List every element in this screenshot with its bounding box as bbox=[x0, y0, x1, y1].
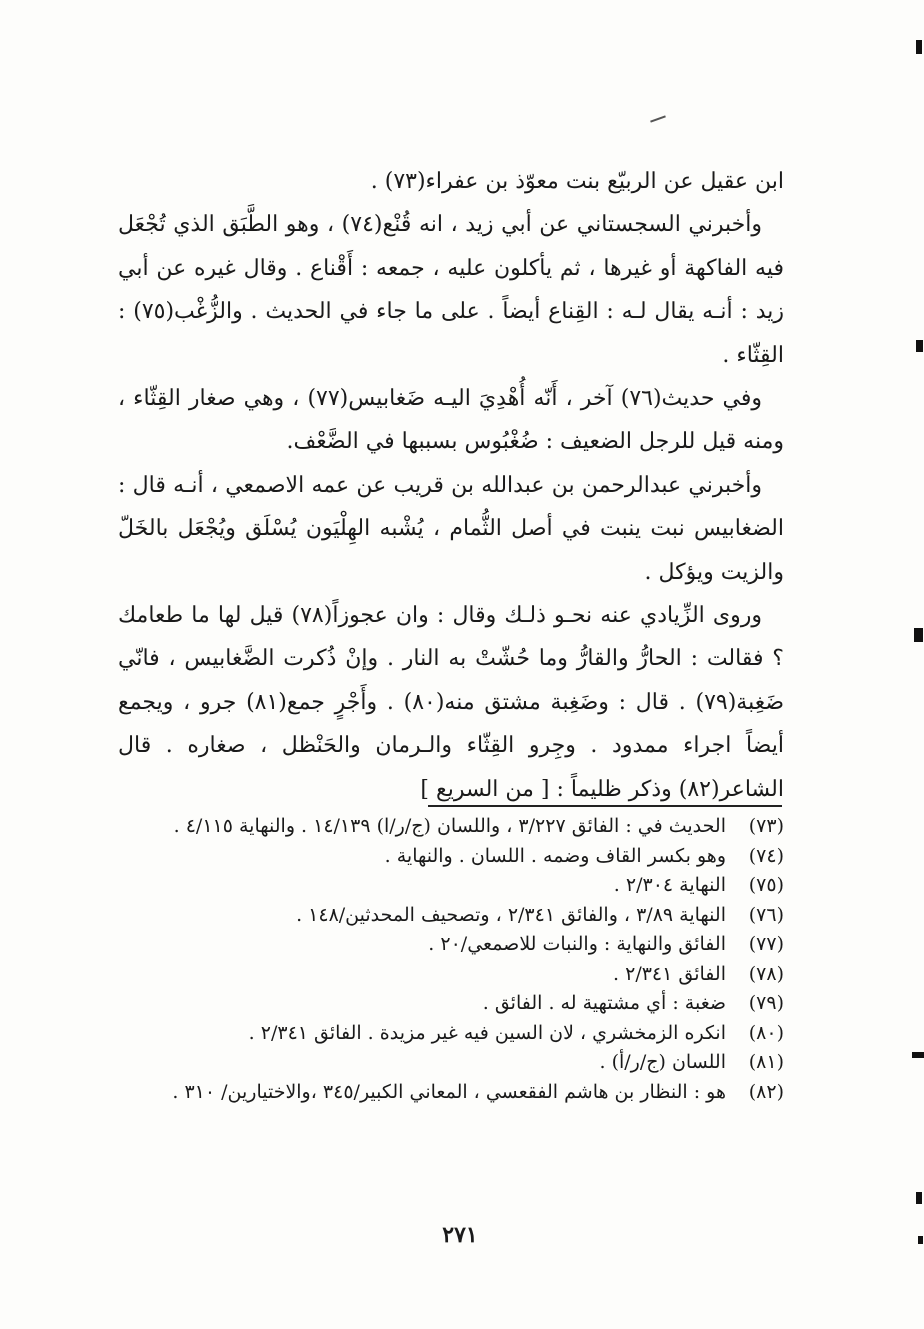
footnote-separator bbox=[428, 805, 782, 807]
footnote-number: (٨١) bbox=[748, 1051, 784, 1073]
footnote-text: الفائق والنهاية : والنبات للاصمعي/٢٠ . bbox=[428, 933, 726, 955]
footnote-item bbox=[118, 842, 784, 872]
main-text bbox=[118, 160, 784, 811]
scan-edge-mark bbox=[914, 628, 923, 642]
footnotes-list bbox=[118, 812, 784, 1107]
footnote-text: ضغبة : أي مشتهية له . الفائق . bbox=[482, 992, 726, 1014]
paragraph: وروى الزِّيادي عنه نحـو ذلـك وقال : وان عجوزاً(٧٨) قيل لها ما طعامك ؟ فقالت : الحارُّ والقارُّ وما حُشّتْ به النار . وإنْ ذُكرت الضَّغابيس ، فانّي ضَغِبة(٧٩) . قال : وضَغِبة مشتق منه(٨٠) . وأَجْرٍ جمع(٨١) جرو ، ويجمع أيضاً اجراء ممدود . وجِرو القِثّاء والـرمان والحَنْظل ، صغاره . قال الشاعر(٨٢) وذكر ظليماً : [ من السريع ] bbox=[118, 603, 785, 802]
footnote-number: (٧٤) bbox=[748, 844, 784, 867]
scan-edge-mark bbox=[916, 1192, 922, 1204]
scan-edge-mark bbox=[912, 1052, 924, 1058]
page-number: ٢٧١ bbox=[442, 1222, 478, 1248]
footnote-number: (٧٥) bbox=[748, 874, 784, 896]
footnote-number: (٧٦) bbox=[748, 903, 784, 926]
footnote-item bbox=[118, 960, 784, 990]
footnote-item bbox=[118, 812, 784, 842]
footnote-text: وهو بكسر القاف وضمه . اللسان . والنهاية . bbox=[384, 844, 726, 867]
footnote-item bbox=[118, 1019, 784, 1049]
footnote-text: النهاية ٢/٣٠٤ . bbox=[613, 874, 726, 896]
stray-mark bbox=[650, 115, 666, 122]
footnote-number: (٨٢) bbox=[748, 1080, 784, 1103]
footnote-number: (٧٨) bbox=[748, 962, 784, 985]
paragraph: وفي حديث(٧٦) آخر ، أَنّه أُهْدِيَ اليـه ضَغابيس(٧٧) ، وهي صغار القِثّاء ، ومنه قيل للرجل الضعيف : ضُغْبُوس بسببها في الضَّعْف. bbox=[118, 386, 784, 455]
footnote-text: اللسان (ج/ر/أ) . bbox=[599, 1051, 726, 1073]
footnote-text: الحديث في : الفائق ٣/٢٢٧ ، واللسان (ج/ر/ا) ١٤/١٣٩ . والنهاية ٤/١١٥ . bbox=[173, 815, 726, 837]
footnote-item bbox=[118, 871, 784, 901]
footnote-item bbox=[118, 1078, 784, 1108]
scan-edge-mark bbox=[916, 40, 922, 54]
paragraph: وأخبرني السجستاني عن أبي زيد ، انه قُنْع(٧٤) ، وهو الطَّبَق الذي تُجْعَل فيه الفاكهة أو غيرها ، ثم يأكلون عليه ، جمعه : أَقْناع . وقال غيره عن أبي زيد : أنـه يقال لـه : القِناع أيضاً . على ما جاء في الحديث . والزُّغْب(٧٥) : القِثّاء . bbox=[118, 212, 784, 368]
footnote-text: الفائق ٢/٣٤١ . bbox=[613, 962, 726, 985]
footnote-number: (٧٧) bbox=[748, 933, 784, 955]
paragraph: ابن عقيل عن الربيّع بنت معوّذ بن عفراء(٧٣) . bbox=[370, 169, 784, 194]
footnote-text: النهاية ٣/٨٩ ، والفائق ٢/٣٤١ ، وتصحيف المحدثين/١٤٨ . bbox=[296, 903, 726, 926]
footnote-item bbox=[118, 1048, 784, 1078]
scan-edge-mark bbox=[916, 340, 923, 352]
footnote-text: انكره الزمخشري ، لان السين فيه غير مزيدة . الفائق ٢/٣٤١ . bbox=[248, 1021, 726, 1044]
paragraph: وأخبرني عبدالرحمن بن عبدالله بن قريب عن عمه الاصمعي ، أنـه قال : الضغابيس نبت ينبت في أصل الثُّمام ، يُشْبه الهِلْيَون يُسْلَق ويُجْعَل بالخَلّ والزيت ويؤكل . bbox=[118, 472, 784, 585]
footnote-item bbox=[118, 989, 784, 1019]
scan-edge-mark bbox=[918, 1236, 923, 1244]
footnote-number: (٨٠) bbox=[748, 1021, 784, 1044]
footnote-item bbox=[118, 930, 784, 960]
footnote-number: (٧٣) bbox=[748, 815, 784, 837]
footnote-text: هو : النظار بن هاشم الفقعسي ، المعاني الكبير/٣٤٥ ،والاختيارين/ ٣١٠ . bbox=[172, 1080, 726, 1103]
footnote-number: (٧٩) bbox=[748, 992, 784, 1014]
footnote-item bbox=[118, 901, 784, 931]
